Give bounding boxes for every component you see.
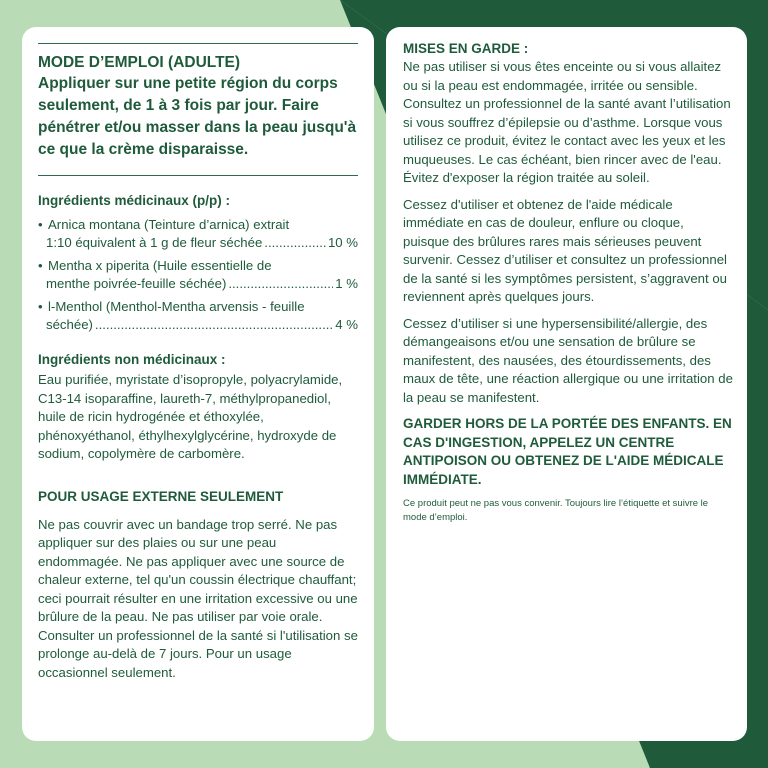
disclaimer-note: Ce produit peut ne pas vous convenir. Toujours lire l’étiquette et suivre le mode d’emploi.	[403, 498, 709, 523]
ingredient-line2: séchée)	[46, 316, 93, 332]
dot-leader	[264, 234, 326, 252]
ingredient-line1: Arnica montana (Teinture d’arnica) extrait	[48, 217, 290, 232]
medicinal-ingredient-item	[38, 298, 358, 333]
directions-text: Appliquer sur une petite région du corps seulement, de 1 à 3 fois par jour. Faire pénétrer et/ou masser dans la peau jusqu'à ce que la crème disparaisse.	[38, 75, 357, 158]
dot-leader	[228, 275, 333, 293]
ingredient-percent: 1 %	[335, 275, 358, 291]
ingredient-percent: 10 %	[327, 234, 358, 250]
warnings-paragraph-2: Cessez d'utiliser et obtenez de l'aide médicale immédiate en cas de douleur, enflure ou cloque, puisque des brûlures rares mais sérieuses peuvent survenir. Cessez d’utiliser et consultez un professionnel de la santé si les symptômes persistent, s’aggravent ou reviennent après quelques jours.	[403, 196, 727, 304]
keep-out-of-reach-warning: GARDER HORS DE LA PORTÉE DES ENFANTS. EN CAS D'INGESTION, APPELEZ UN CENTRE ANTIPOISON OU OBTENEZ DE L'AIDE MÉDICALE IMMÉDIATE.	[403, 416, 732, 487]
medicinal-ingredient-item	[38, 257, 358, 292]
external-use-title: POUR USAGE EXTERNE SEULEMENT	[38, 488, 284, 504]
bullet-icon: •	[38, 258, 43, 273]
ingredient-line1: l-Menthol (Menthol-Mentha arvensis - feuille	[48, 299, 305, 314]
bullet-icon: •	[38, 299, 43, 314]
dot-leader	[95, 316, 333, 334]
ingredient-line1: Mentha x piperita (Huile essentielle de	[48, 258, 272, 273]
directions-ingredients-card	[22, 27, 374, 741]
warnings-paragraph-3: Cessez d’utiliser si une hypersensibilité/allergie, des démangeaisons et/ou une sensation de brûlure se manifestent, des nausées, des étourdissements, des maux de tête, une réaction allergique ou une irritation de la peau se manifestent.	[403, 315, 733, 405]
nonmedicinal-ingredients-text: Eau purifiée, myristate d’isopropyle, polyacrylamide, C13-14 isoparaffine, laureth-7, méthylpropanediol, huile de ricin hydrogénée et éthoxylée, phénoxyéthanol, éthylhexylglycérine, hydroxyde de sodium, copolymère de carbomère.	[38, 372, 343, 461]
warnings-paragraph-1: Ne pas utiliser si vous êtes enceinte ou si vous allaitez ou si la peau est endommagée, irritée ou sensible. Consultez un professionnel de la santé avant l’utilisation si vous souffrez d’épilepsie ou d’asthme. Lorsque vous utilisez ce produit, évitez le contact avec les yeux et les muqueuses. Le cas échéant, bien rincer avec de l'eau. Évitez d'exposer la région traitée au soleil.	[403, 59, 731, 185]
warnings-title: MISES EN GARDE :	[403, 41, 529, 56]
ingredient-percent: 4 %	[335, 316, 358, 332]
warnings-card	[386, 27, 747, 741]
nonmedicinal-ingredients-title: Ingrédients non médicinaux :	[38, 352, 226, 367]
medicinal-ingredients-title: Ingrédients médicinaux (p/p) :	[38, 193, 231, 208]
medicinal-ingredient-item	[38, 216, 358, 251]
top-divider	[38, 43, 358, 44]
external-use-text: Ne pas couvrir avec un bandage trop serré. Ne pas appliquer sur des plaies ou sur une peau endommagée. Ne pas appliquer avec une source de chaleur externe, tel qu'un coussin électrique chauffant; ceci pourrait résulter en une irritation excessive ou une brûlure de la peau. Ne pas utiliser par voie orale. Consulter un professionnel de la santé si l'utilisation se prolonge au-delà de 7 jours. Pour un usage occasionnel seulement.	[38, 516, 358, 680]
directions-title: MODE D’EMPLOI (ADULTE)	[38, 54, 241, 71]
ingredient-line2: 1:10 équivalent à 1 g de fleur séchée	[46, 234, 263, 250]
section-divider	[38, 175, 358, 176]
bullet-icon: •	[38, 217, 43, 232]
ingredient-line2: menthe poivrée-feuille séchée)	[46, 275, 227, 291]
